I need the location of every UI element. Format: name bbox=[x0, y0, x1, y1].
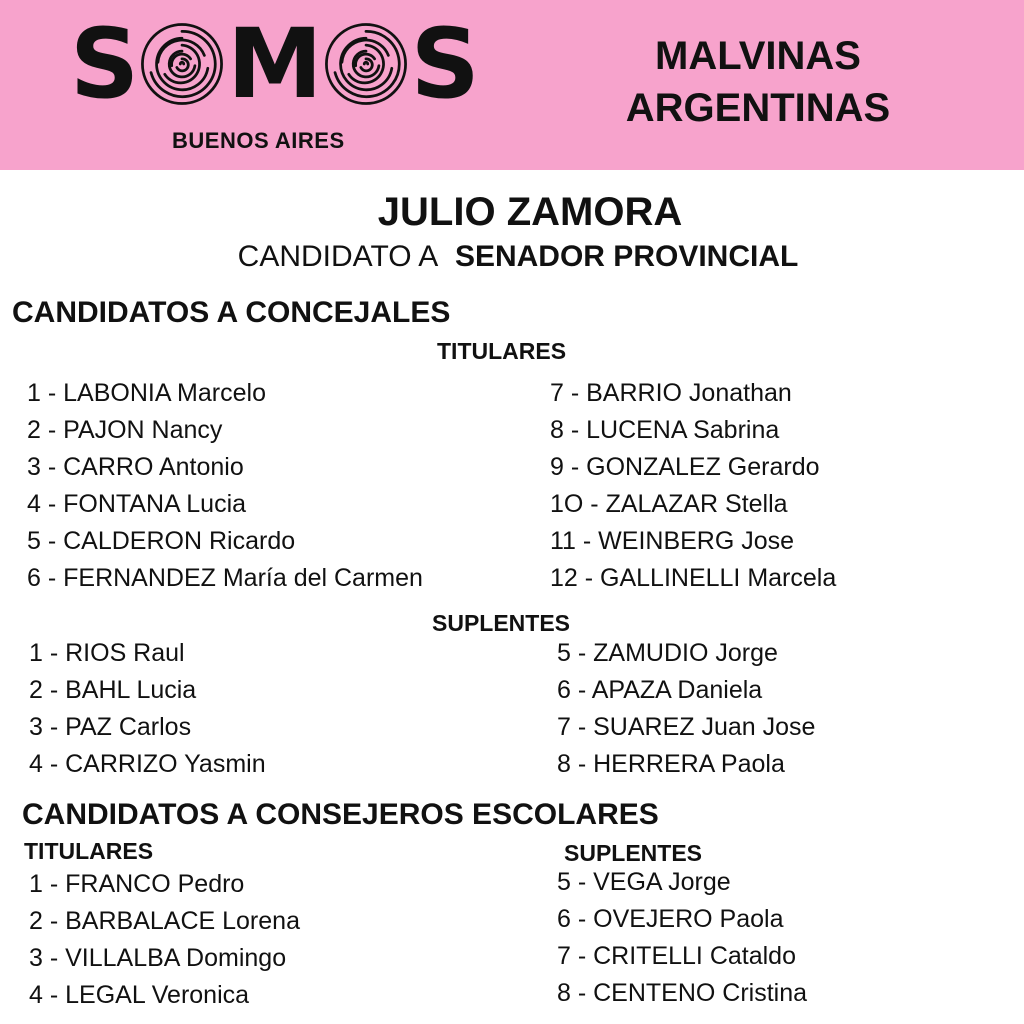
region-line-1: MALVINAS bbox=[655, 34, 861, 78]
consejeros-heading: CANDIDATOS A CONSEJEROS ESCOLARES bbox=[22, 798, 659, 831]
header-banner bbox=[0, 0, 1024, 170]
consejeros-titulares-label: TITULARES bbox=[24, 838, 154, 864]
list-item: 4 - LEGAL Veronica bbox=[29, 981, 250, 1009]
list-item: 2 - BAHL Lucia bbox=[29, 676, 197, 704]
concejales-suplentes-list-right bbox=[557, 635, 815, 783]
list-item: 12 - GALLINELLI Marcela bbox=[550, 564, 837, 592]
list-item: 6 - APAZA Daniela bbox=[557, 676, 763, 704]
consejeros-titulares-list bbox=[29, 866, 300, 1014]
concejales-titulares-list-left bbox=[27, 375, 423, 597]
logo-letter-s: S bbox=[70, 8, 138, 120]
candidate-role-title: SENADOR PROVINCIAL bbox=[454, 240, 799, 273]
somos-logo bbox=[70, 8, 478, 120]
list-item: 4 - FONTANA Lucia bbox=[27, 490, 247, 518]
fingerprint-icon bbox=[139, 21, 225, 107]
logo-letter-m: M bbox=[227, 8, 321, 120]
list-item: 3 - VILLALBA Domingo bbox=[29, 944, 287, 972]
list-item: 2 - BARBALACE Lorena bbox=[29, 907, 300, 935]
list-item: 6 - OVEJERO Paola bbox=[557, 905, 784, 933]
concejales-titulares-list-right bbox=[550, 375, 836, 597]
list-item: 1O - ZALAZAR Stella bbox=[550, 490, 788, 518]
list-item: 1 - RIOS Raul bbox=[29, 639, 185, 667]
consejeros-suplentes-label: SUPLENTES bbox=[564, 840, 703, 866]
logo-subtitle: BUENOS AIRES bbox=[172, 128, 345, 153]
list-item: 2 - PAJON Nancy bbox=[27, 416, 223, 444]
concejales-titulares-label: TITULARES bbox=[437, 338, 567, 364]
list-item: 8 - LUCENA Sabrina bbox=[550, 416, 780, 444]
list-item: 3 - CARRO Antonio bbox=[27, 453, 244, 481]
list-item: 4 - CARRIZO Yasmin bbox=[29, 750, 266, 778]
list-item: 9 - GONZALEZ Gerardo bbox=[550, 453, 820, 481]
candidate-name: JULIO ZAMORA bbox=[377, 190, 683, 234]
list-item: 7 - BARRIO Jonathan bbox=[550, 379, 792, 407]
list-item: 3 - PAZ Carlos bbox=[29, 713, 192, 741]
list-item: 11 - WEINBERG Jose bbox=[550, 527, 795, 555]
list-item: 8 - CENTENO Cristina bbox=[557, 979, 808, 1007]
fingerprint-icon bbox=[323, 21, 409, 107]
list-item: 8 - HERRERA Paola bbox=[557, 750, 785, 778]
candidate-role-prefix: CANDIDATO A bbox=[237, 240, 439, 273]
list-item: 5 - CALDERON Ricardo bbox=[27, 527, 296, 555]
list-item: 7 - CRITELLI Cataldo bbox=[557, 942, 796, 970]
list-item: 5 - ZAMUDIO Jorge bbox=[557, 639, 778, 667]
list-item: 1 - FRANCO Pedro bbox=[29, 870, 245, 898]
logo-letter-s-end: S bbox=[410, 8, 478, 120]
concejales-suplentes-list-left bbox=[29, 635, 266, 783]
region-name bbox=[598, 30, 918, 134]
consejeros-suplentes-list bbox=[557, 864, 807, 1012]
list-item: 7 - SUAREZ Juan Jose bbox=[557, 713, 816, 741]
list-item: 6 - FERNANDEZ María del Carmen bbox=[27, 564, 423, 592]
concejales-suplentes-label: SUPLENTES bbox=[432, 610, 571, 636]
concejales-heading: CANDIDATOS A CONCEJALES bbox=[12, 296, 451, 329]
list-item: 1 - LABONIA Marcelo bbox=[27, 379, 266, 407]
list-item: 5 - VEGA Jorge bbox=[557, 868, 731, 896]
candidate-role bbox=[0, 240, 1024, 274]
region-line-2: ARGENTINAS bbox=[625, 86, 891, 130]
